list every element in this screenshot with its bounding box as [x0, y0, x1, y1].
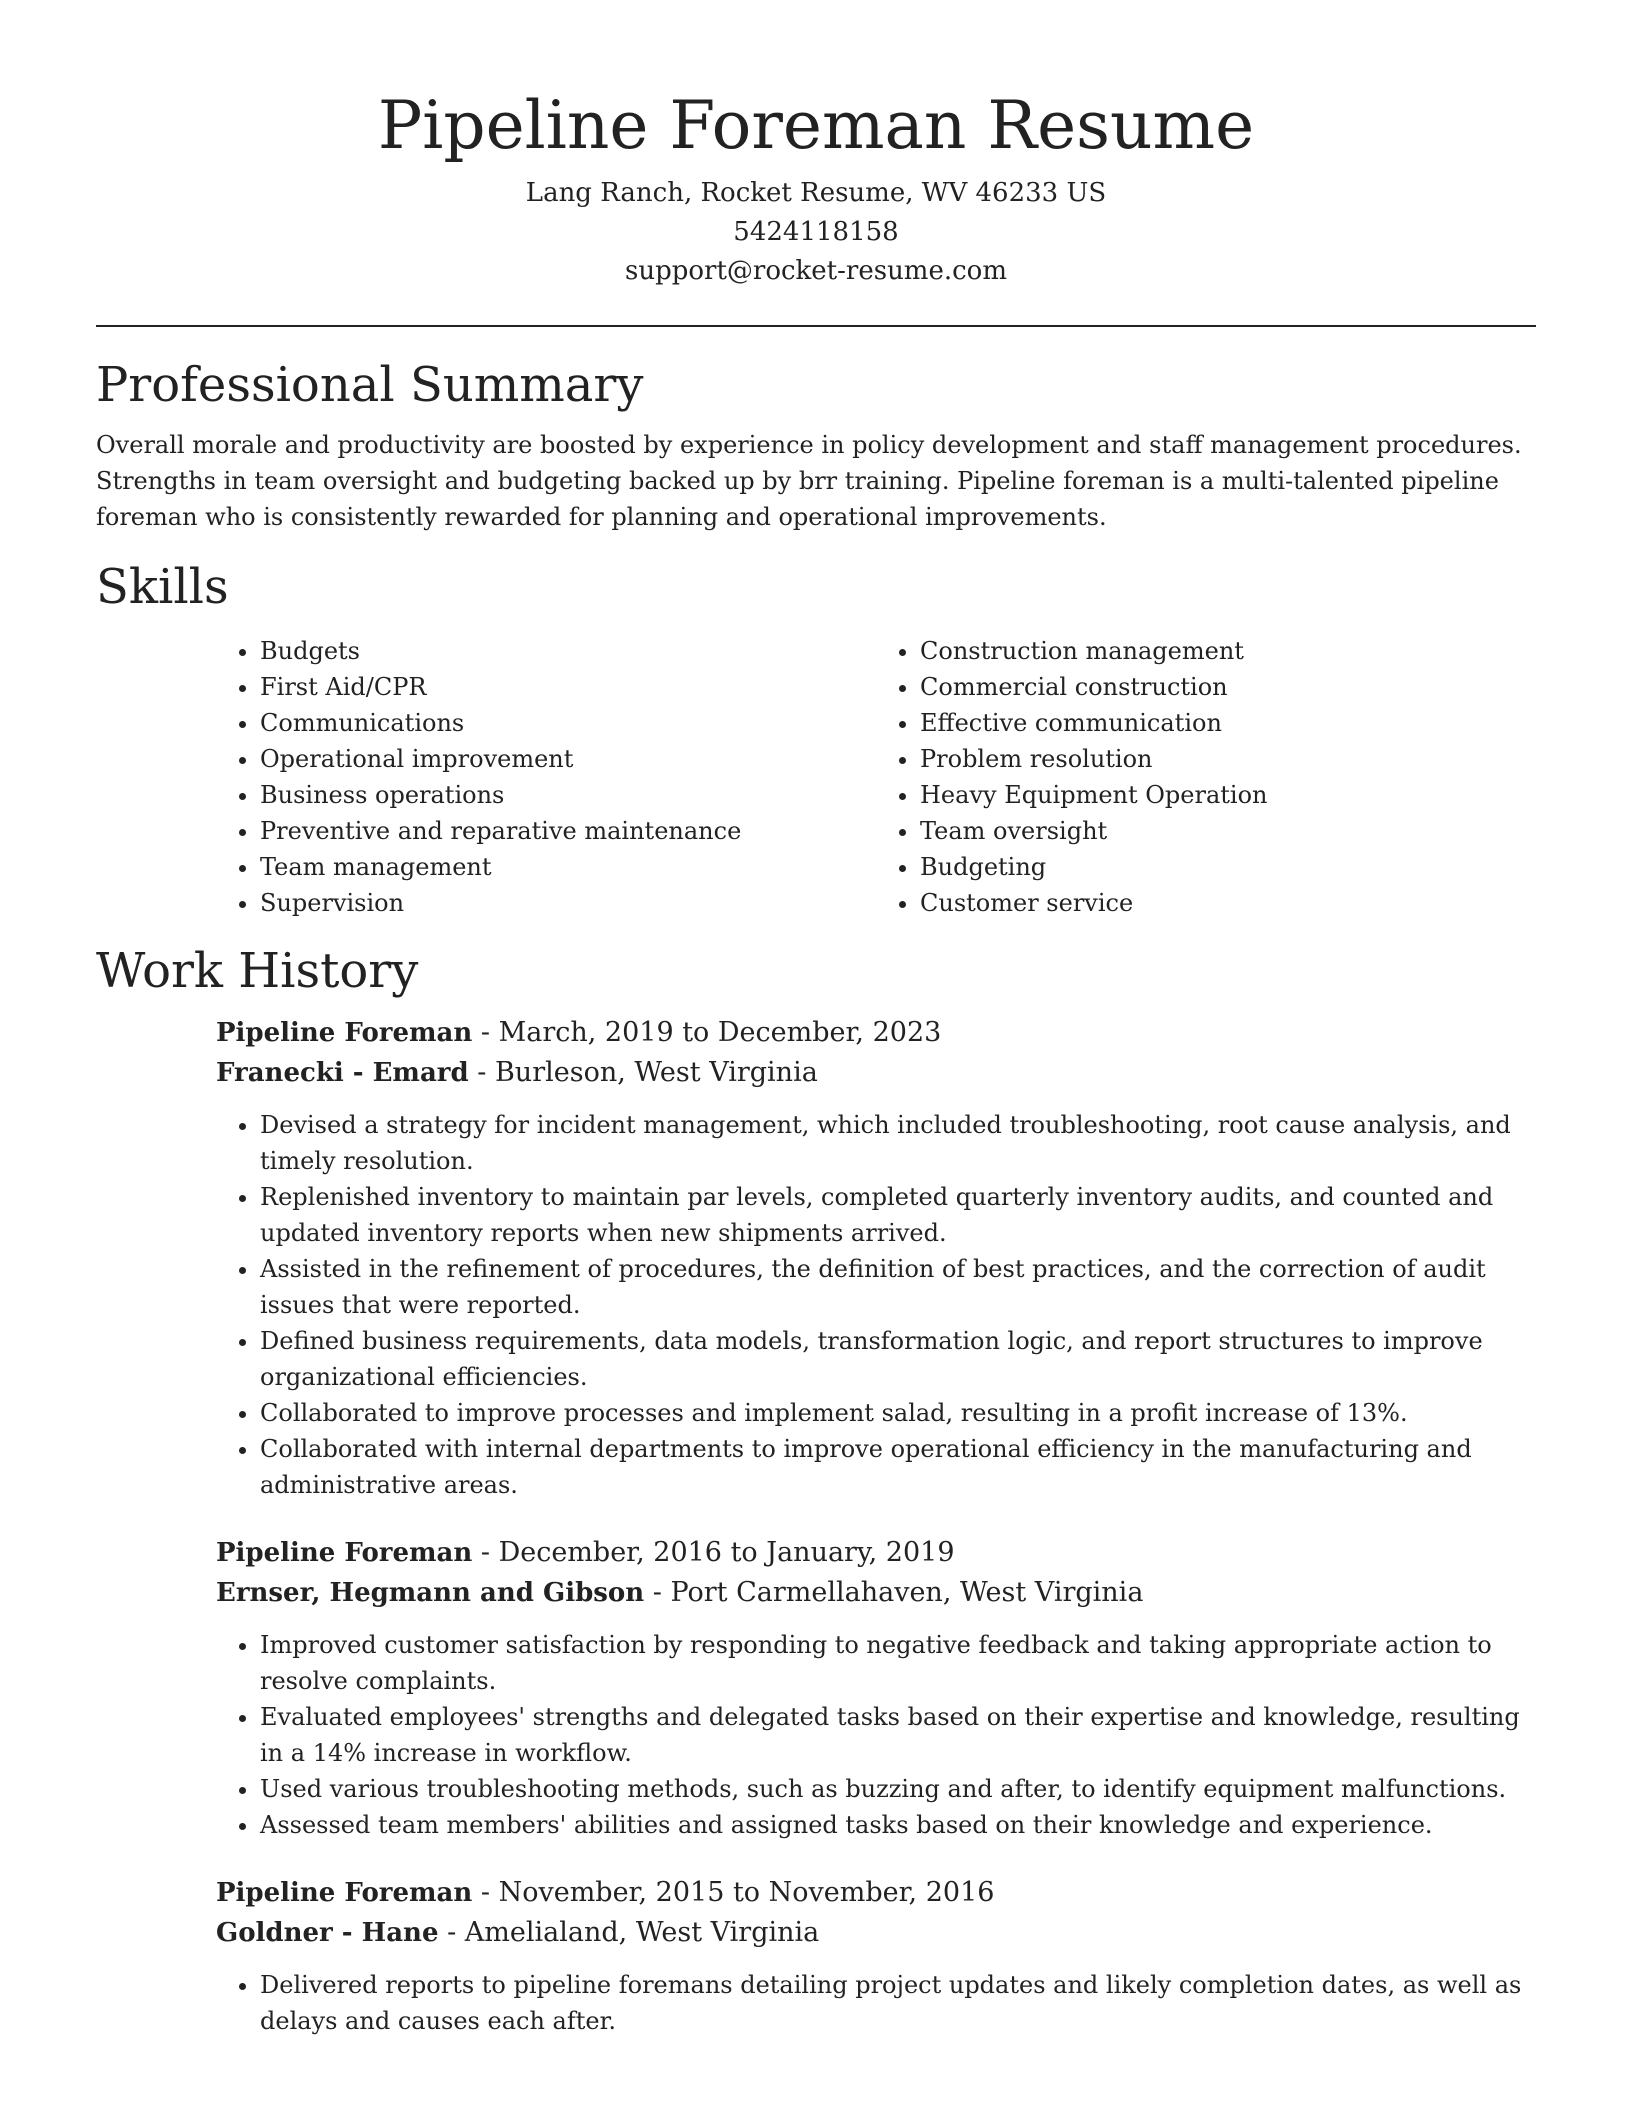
work-history-heading: Work History — [96, 943, 419, 999]
skill-item: • Business operations — [260, 777, 876, 813]
job-title: Pipeline Foreman — [216, 1018, 473, 1048]
skill-item: • Budgeting — [920, 849, 1536, 885]
skill-item: • Communications — [260, 705, 876, 741]
contact-phone: 5424118158 — [733, 217, 899, 247]
job-entry — [216, 1013, 1536, 1503]
separator: - — [472, 1017, 499, 1048]
contact-address: Lang Ranch, Rocket Resume, WV 46233 US — [525, 178, 1107, 208]
skills-section — [96, 557, 1536, 921]
skill-item: • Operational improvement — [260, 741, 876, 777]
job-bullets — [216, 1967, 1536, 2039]
job-bullets — [216, 1627, 1536, 1843]
job-title-line — [216, 1873, 1536, 1913]
job-company-line — [216, 1573, 1536, 1613]
skills-column-right — [876, 633, 1536, 921]
skills-heading: Skills — [96, 559, 229, 615]
job-title-line — [216, 1533, 1536, 1573]
skill-item: • Team oversight — [920, 813, 1536, 849]
summary-section — [96, 355, 1536, 535]
job-entry — [216, 1533, 1536, 1843]
skill-item: • Preventive and reparative maintenance — [260, 813, 876, 849]
resume-header — [96, 0, 1536, 291]
job-bullet: • Assisted in the refinement of procedures, the definition of best practices, and the correction of audit issues that were reported. — [260, 1251, 1536, 1323]
header-divider — [96, 325, 1536, 327]
job-bullet: • Collaborated with internal departments to improve operational efficiency in the manufacturing and administrative areas. — [260, 1431, 1536, 1503]
job-bullet: • Defined business requirements, data models, transformation logic, and report structures to improve organizational efficiencies. — [260, 1323, 1536, 1395]
skills-column-left — [216, 633, 876, 921]
work-history-section — [96, 941, 1536, 2039]
job-location: Burleson, West Virginia — [494, 1057, 818, 1088]
skill-item: • Problem resolution — [920, 741, 1536, 777]
job-company-line — [216, 1053, 1536, 1093]
job-bullet: • Assessed team members' abilities and assigned tasks based on their knowledge and experience. — [260, 1807, 1536, 1843]
job-bullet: • Improved customer satisfaction by responding to negative feedback and taking appropriate action to resolve complaints. — [260, 1627, 1536, 1699]
job-company-line — [216, 1913, 1536, 1953]
separator: - — [438, 1917, 465, 1948]
skill-item: • Heavy Equipment Operation — [920, 777, 1536, 813]
separator: - — [472, 1877, 499, 1908]
job-title: Pipeline Foreman — [216, 1878, 473, 1908]
summary-text: Overall morale and productivity are boosted by experience in policy development and staff management procedures. Strengths in team oversight and budgeting backed up by brr training. Pipeline foreman is a multi-talented pipeline foreman who is consistently rewarded for planning and operational improvements. — [96, 431, 1522, 531]
job-title: Pipeline Foreman — [216, 1538, 473, 1568]
job-bullet: • Replenished inventory to maintain par levels, completed quarterly inventory audits, and counted and updated inventory reports when new shipments arrived. — [260, 1179, 1536, 1251]
job-dates: December, 2016 to January, 2019 — [498, 1537, 955, 1568]
skill-item: • Team management — [260, 849, 876, 885]
page-title: Pipeline Foreman Resume — [377, 87, 1255, 164]
job-location: Port Carmellahaven, West Virginia — [670, 1577, 1144, 1608]
job-bullet: • Devised a strategy for incident management, which included troubleshooting, root cause analysis, and timely resolution. — [260, 1107, 1536, 1179]
summary-heading: Professional Summary — [96, 357, 644, 413]
contact-block — [96, 174, 1536, 291]
job-location: Amelialand, West Virginia — [464, 1917, 820, 1948]
job-bullet: • Collaborated to improve processes and implement salad, resulting in a profit increase of 13%. — [260, 1395, 1536, 1431]
job-company: Goldner - Hane — [216, 1918, 439, 1948]
separator: - — [468, 1057, 495, 1088]
job-bullet: • Evaluated employees' strengths and delegated tasks based on their expertise and knowledge, resulting in a 14% increase in workflow. — [260, 1699, 1536, 1771]
job-dates: November, 2015 to November, 2016 — [498, 1877, 995, 1908]
skill-item: • Construction management — [920, 633, 1536, 669]
job-company: Ernser, Hegmann and Gibson — [216, 1578, 645, 1608]
skill-item: • Supervision — [260, 885, 876, 921]
job-company: Franecki - Emard — [216, 1058, 469, 1088]
job-bullet: • Used various troubleshooting methods, such as buzzing and after, to identify equipment malfunctions. — [260, 1771, 1536, 1807]
skill-item: • Budgets — [260, 633, 876, 669]
separator: - — [644, 1577, 671, 1608]
job-bullets — [216, 1107, 1536, 1503]
skill-item: • Effective communication — [920, 705, 1536, 741]
skill-item: • Commercial construction — [920, 669, 1536, 705]
skill-item: • Customer service — [920, 885, 1536, 921]
job-entry — [216, 1873, 1536, 2039]
skills-grid — [216, 633, 1536, 921]
job-title-line — [216, 1013, 1536, 1053]
job-bullet: • Delivered reports to pipeline foremans detailing project updates and likely completion dates, as well as delays and causes each after. — [260, 1967, 1536, 2039]
job-dates: March, 2019 to December, 2023 — [498, 1017, 942, 1048]
skill-item: • First Aid/CPR — [260, 669, 876, 705]
separator: - — [472, 1537, 499, 1568]
resume-page — [96, 0, 1536, 2039]
contact-email: support@rocket-resume.com — [624, 256, 1007, 286]
